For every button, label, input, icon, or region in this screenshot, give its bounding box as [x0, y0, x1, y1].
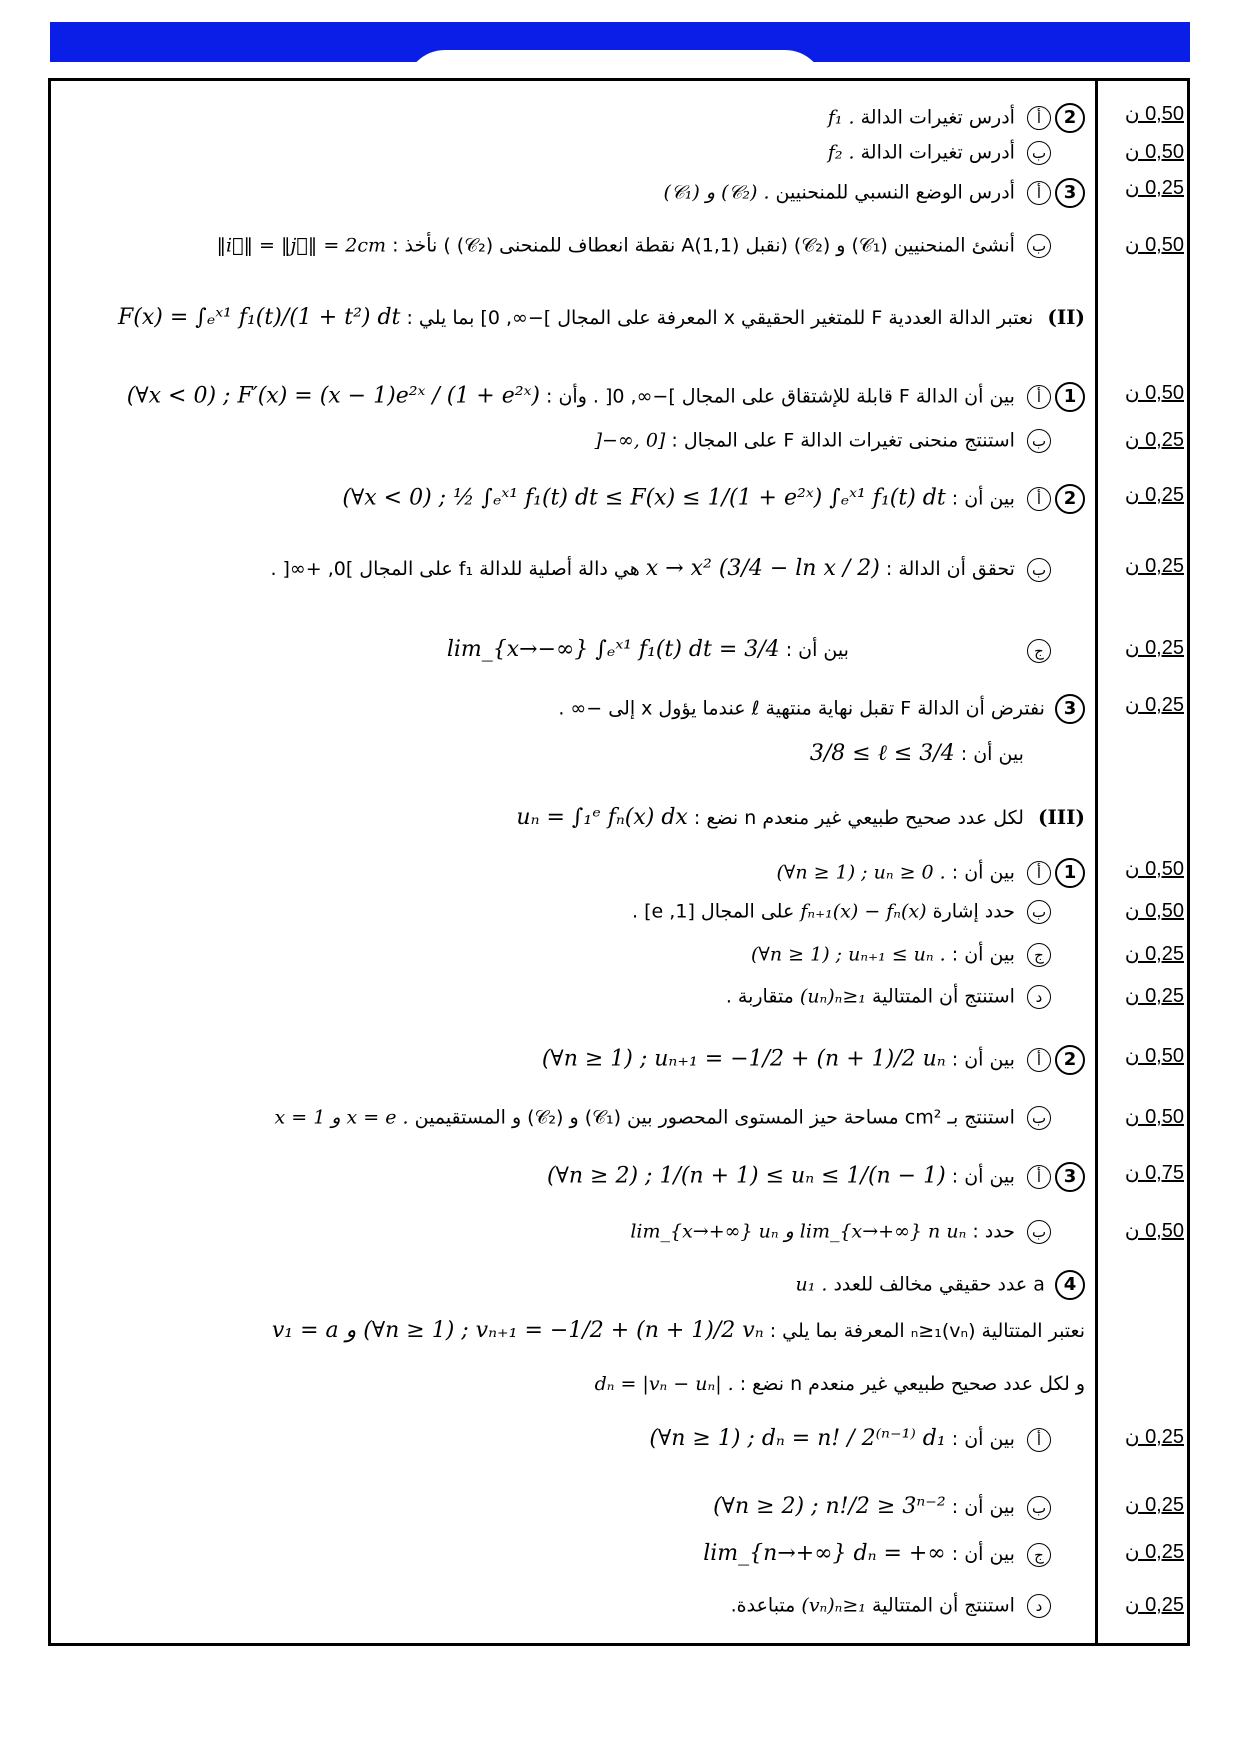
question-text-continued: على المجال [1, e] .	[632, 900, 795, 923]
score-label: 0,50 ن	[1124, 858, 1184, 880]
score-label: 0,25 ن	[1124, 637, 1184, 659]
sub-question-letter: أ	[1027, 1165, 1051, 1189]
question-text: و لكل عدد صحيح طبيعي غير منعدم n نضع :	[739, 1373, 1085, 1395]
sub-question-letter: د	[1027, 1594, 1051, 1618]
question-text: حدد إشارة	[932, 900, 1015, 923]
question-row	[70, 943, 1085, 967]
question-row	[70, 1494, 1085, 1520]
score-label: 0,25 ن	[1124, 985, 1184, 1007]
question-row	[70, 1594, 1085, 1618]
sub-question-letter: ب	[1027, 1496, 1051, 1520]
question-number: 3	[1055, 178, 1085, 208]
question-text: استنتج أن المتتالية	[871, 1594, 1015, 1617]
question-row	[70, 740, 1085, 766]
math-expression: ]−∞, 0]	[594, 429, 666, 452]
score-label: 0,50 ن	[1124, 900, 1184, 922]
question-text: نعتبر المتتالية (vₙ)ₙ≥₁ المعرفة بما يلي :	[769, 1320, 1085, 1342]
score-label: 0,25 ن	[1124, 694, 1184, 716]
question-number: 2	[1055, 1045, 1085, 1075]
question-number: 2	[1055, 484, 1085, 514]
question-text: أدرس تغيرات الدالة	[860, 141, 1015, 164]
score-label: 0,50 ن	[1124, 141, 1184, 163]
score-label: 0,25 ن	[1124, 555, 1184, 577]
question-row	[70, 900, 1085, 924]
question-row	[70, 1220, 1085, 1244]
math-expression: (∀n ≥ 2) ; n!/2 ≥ 3ⁿ⁻²	[713, 1494, 946, 1519]
score-label: 0,25 ن	[1124, 1494, 1184, 1516]
question-number: 3	[1055, 694, 1085, 724]
sub-question-letter: أ	[1027, 1048, 1051, 1072]
math-expression: (∀n ≥ 1) ; uₙ ≥ 0 .	[776, 861, 946, 884]
question-row	[70, 1541, 1085, 1567]
score-label: 0,50 ن	[1124, 1106, 1184, 1128]
question-text: بين أن :	[960, 743, 1024, 765]
question-text: استنتج بـ cm² مساحة حيز المستوى المحصور بين (𝒞₁) و (𝒞₂) و المستقيمين	[414, 1106, 1015, 1129]
sub-question-letter: أ	[1027, 861, 1051, 885]
math-expression: x → x² (3/4 − ln x / 2)	[645, 556, 880, 581]
question-row	[70, 1426, 1085, 1452]
question-text: بين أن :	[951, 1048, 1015, 1071]
sub-question-letter: ب	[1027, 141, 1051, 165]
question-row	[70, 103, 1085, 133]
question-row	[70, 1162, 1085, 1192]
sub-question-letter: ب	[1027, 429, 1051, 453]
sub-question-letter: ج	[1027, 1543, 1051, 1567]
score-label: 0,75 ن	[1124, 1162, 1184, 1184]
question-text: بين أن :	[951, 1428, 1015, 1450]
math-expression: fₙ₊₁(x) − fₙ(x)	[800, 900, 927, 923]
question-text: تحقق أن الدالة :	[885, 558, 1015, 580]
question-row	[70, 1270, 1085, 1300]
math-expression: 3/8 ≤ ℓ ≤ 3/4	[809, 741, 955, 766]
question-text: أدرس تغيرات الدالة	[860, 106, 1015, 129]
question-row	[70, 985, 1085, 1009]
math-expression: (∀x < 0) ; ½ ∫ₑˣ¹ f₁(t) dt ≤ F(x) ≤ 1/(1 + e²ˣ) ∫ₑˣ¹ f₁(t) dt	[342, 485, 946, 511]
math-expression: u₁ .	[795, 1273, 828, 1296]
question-row	[70, 484, 1085, 514]
math-expression: lim_{x→+∞} uₙ و lim_{x→+∞} n uₙ	[630, 1220, 967, 1243]
score-label: 0,50 ن	[1124, 1220, 1184, 1242]
math-expression: ‖i⃗‖ = ‖j⃗‖ = 2cm	[216, 234, 387, 257]
score-label: 0,25 ن	[1124, 429, 1184, 451]
score-label: 0,50 ن	[1124, 1045, 1184, 1067]
sub-question-letter: ب	[1027, 1220, 1051, 1244]
question-row	[70, 556, 1085, 582]
question-text: نفترض أن الدالة F تقبل نهاية منتهية ℓ عندما يؤول x إلى −∞ .	[558, 697, 1045, 720]
score-label: 0,25 ن	[1124, 177, 1184, 199]
question-text: بين أن :	[951, 1543, 1015, 1565]
math-expression: x = 1 و x = e .	[274, 1106, 409, 1129]
question-number: 1	[1055, 858, 1085, 888]
question-text-continued: متباعدة.	[730, 1594, 796, 1617]
sub-question-letter: ب	[1027, 900, 1051, 924]
score-label: 0,50 ن	[1124, 382, 1184, 404]
score-label: 0,50 ن	[1124, 234, 1184, 256]
question-row	[70, 694, 1085, 724]
math-expression: F(x) = ∫ₑˣ¹ f₁(t)/(1 + t²) dt	[117, 305, 401, 330]
question-text: حدد :	[972, 1220, 1015, 1243]
math-expression: (∀n ≥ 2) ; 1/(n + 1) ≤ uₙ ≤ 1/(n − 1)	[547, 1163, 946, 1189]
section-number: (III)	[1037, 805, 1085, 829]
math-expression: (∀n ≥ 1) ; dₙ = n! / 2⁽ⁿ⁻¹⁾ d₁	[649, 1426, 946, 1451]
question-text: بين أن :	[951, 1165, 1015, 1188]
question-row	[70, 858, 1085, 888]
question-number: 3	[1055, 1162, 1085, 1192]
question-row	[70, 1318, 1085, 1343]
question-text: a عدد حقيقي مخالف للعدد	[833, 1273, 1045, 1296]
score-label: 0,25 ن	[1124, 943, 1184, 965]
sub-question-letter: أ	[1027, 487, 1051, 511]
math-expression: v₁ = a و (∀n ≥ 1) ; vₙ₊₁ = −1/2 + (n + 1)/2 vₙ	[271, 1318, 764, 1343]
question-number: 4	[1055, 1270, 1085, 1300]
section-number: (II)	[1047, 305, 1085, 329]
math-expression: lim_{x→−∞} ∫ₑˣ¹ f₁(t) dt = 3/4	[446, 637, 780, 662]
question-number: 1	[1055, 382, 1085, 412]
section-row	[70, 305, 1085, 330]
math-expression: (∀x < 0) ; F′(x) = (x − 1)e²ˣ / (1 + e²ˣ)	[126, 383, 540, 409]
math-expression: (∀n ≥ 1) ; uₙ₊₁ = −1/2 + (n + 1)/2 uₙ	[541, 1046, 946, 1072]
question-number: 2	[1055, 103, 1085, 133]
math-expression: (uₙ)ₙ≥₁	[799, 985, 866, 1008]
score-label: 0,25 ن	[1124, 1426, 1184, 1448]
sub-question-letter: ب	[1027, 1106, 1051, 1130]
question-row	[70, 1045, 1085, 1075]
sub-question-letter: ب	[1027, 558, 1051, 582]
math-expression: (𝒞₁) و (𝒞₂) .	[663, 181, 770, 204]
sub-question-letter: ب	[1027, 234, 1051, 258]
score-label: 0,50 ن	[1124, 103, 1184, 125]
math-expression: lim_{n→+∞} dₙ = +∞	[703, 1541, 946, 1566]
question-text: بين أن :	[785, 639, 849, 661]
question-text-continued: هي دالة أصلية للدالة f₁ على المجال ]0, +∞[ .	[270, 558, 640, 580]
score-label: 0,25 ن	[1124, 1541, 1184, 1563]
sub-question-letter: ج	[1027, 639, 1051, 663]
sub-question-letter: أ	[1027, 385, 1051, 409]
question-text: أدرس الوضع النسبي للمنحنيين	[775, 181, 1015, 204]
math-expression: f₁ .	[827, 106, 855, 129]
question-text: بين أن :	[951, 943, 1015, 966]
section-text: نعتبر الدالة العددية F للمتغير الحقيقي x المعرفة على المجال ]−∞, 0] بما يلي :	[406, 307, 1034, 329]
math-expression: dₙ = |vₙ − uₙ| .	[594, 1373, 734, 1395]
question-text: بين أن :	[951, 1496, 1015, 1518]
question-text-continued: متقاربة .	[725, 985, 794, 1008]
question-row	[70, 382, 1085, 412]
question-text: بين أن :	[951, 861, 1015, 884]
section-row	[70, 805, 1085, 830]
question-text: استنتج أن المتتالية	[871, 985, 1015, 1008]
question-row	[70, 429, 1085, 453]
math-expression: f₂ .	[827, 141, 855, 164]
score-column-divider	[1095, 78, 1098, 1646]
question-row	[70, 178, 1085, 208]
sub-question-letter: ج	[1027, 943, 1051, 967]
score-label: 0,25 ن	[1124, 484, 1184, 506]
sub-question-letter: أ	[1027, 181, 1051, 205]
math-expression: uₙ = ∫₁ᵉ fₙ(x) dx	[516, 805, 688, 830]
math-expression: (∀n ≥ 1) ; uₙ₊₁ ≤ uₙ .	[751, 943, 946, 966]
sub-question-letter: أ	[1027, 1428, 1051, 1452]
question-text: استنتج منحنى تغيرات الدالة F على المجال :	[671, 429, 1015, 452]
sub-question-letter: د	[1027, 985, 1051, 1009]
question-text: بين أن الدالة F قابلة للإشتقاق على المجال ]−∞, 0[ . وأن :	[546, 385, 1015, 408]
question-row	[70, 637, 1085, 663]
score-label: 0,25 ن	[1124, 1594, 1184, 1616]
question-row	[70, 141, 1085, 165]
question-row	[70, 234, 1085, 258]
math-expression: (vₙ)ₙ≥₁	[801, 1594, 866, 1617]
question-row	[70, 1106, 1085, 1130]
question-text: أنشئ المنحنيين (𝒞₁) و (𝒞₂) (نقبل A(1,1) نقطة انعطاف للمنحنى (𝒞₂) ) نأخذ :	[392, 234, 1015, 257]
sub-question-letter: أ	[1027, 106, 1051, 130]
section-text: لكل عدد صحيح طبيعي غير منعدم n نضع :	[693, 807, 1024, 829]
question-row	[70, 1373, 1085, 1395]
question-text: بين أن :	[951, 487, 1015, 510]
